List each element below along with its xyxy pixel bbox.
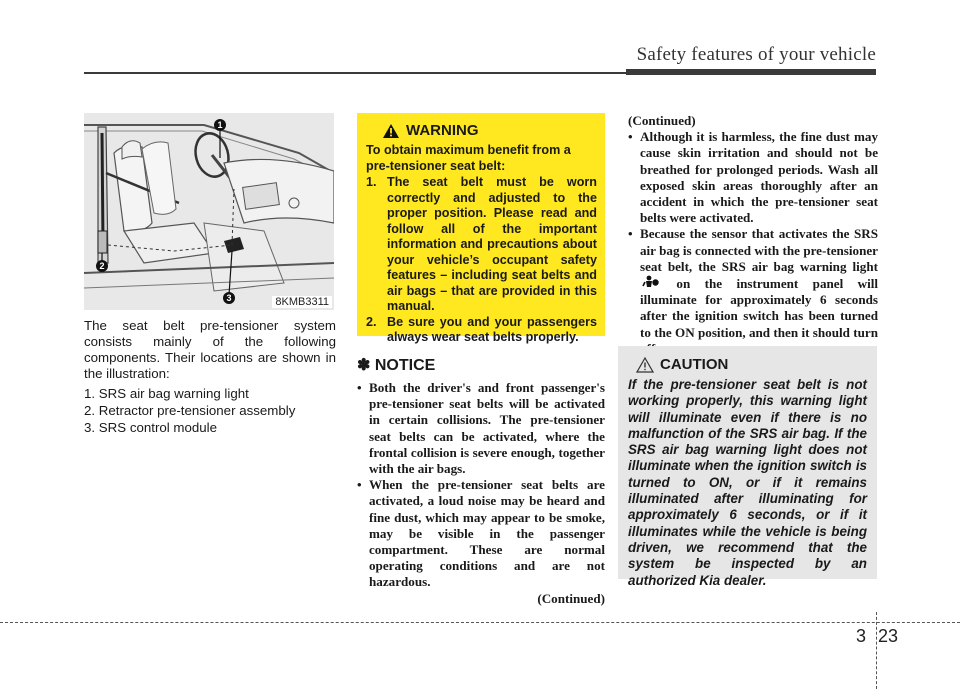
seat-belt-illustration (84, 113, 334, 310)
notice-bullet-text: Both the driver's and front passenger's pre-tensioner seat belts will be activated in certain collisions. The pre-tensioner seat belts can be activated, where the frontal collision is severe enough, together with the air bags. (369, 380, 605, 477)
warning-item-text: Be sure you and your passengers always wear seat belts properly. (387, 314, 597, 344)
col3-bullet2-before: Because the sensor that activates the SRS air bag is connected with the pre-tensioner seat belt, the SRS air bag warning light (640, 226, 878, 274)
notice-bullet-text: When the pre-tensioner seat belts are activated, a loud noise may be heard and fine dust, which may appear to be smoke, may be visible in the passenger compartment. These are normal operating conditions and are not hazardous. (369, 477, 605, 590)
callout-2: 2 (96, 260, 108, 272)
notice-bullet-2 (357, 477, 605, 590)
col3-bullet-1 (628, 129, 878, 226)
caution-box (618, 346, 877, 588)
continued-section (628, 113, 878, 357)
intro-paragraph: The seat belt pre-tensioner system consists mainly of the following components. Their locations are shown in the illustration: (84, 318, 336, 381)
col3-bullet-2 (628, 226, 878, 357)
warning-item-number: 1. (366, 175, 377, 189)
callout-3: 3 (223, 292, 235, 304)
col3-bullet2-after: on the instrument panel will illuminate for approximately 6 seconds after the ignition switch has been turned to the ON position, and then it should turn (640, 276, 878, 340)
col3-bullet-text: Although it is harmless, the fine dust may cause skin irritation and should not be breathed for prolonged periods. Wash all exposed skin areas thoroughly after an accident in which the pre-tensioner seat belts were activated. (640, 129, 878, 226)
warning-heading (366, 123, 597, 139)
warning-box (357, 113, 605, 344)
page-number-value: 23 (878, 626, 899, 646)
footer-rule (0, 622, 960, 623)
warning-item-1 (366, 175, 597, 315)
notice-bullet-1 (357, 380, 605, 477)
caution-heading (628, 356, 867, 373)
bullet-dot: • (357, 380, 362, 395)
notice-heading: ✽ NOTICE (357, 357, 436, 374)
page-header-title: Safety features of your vehicle (636, 44, 876, 65)
figure-code: 8KMB3311 (272, 296, 332, 308)
warning-intro: To obtain maximum benefit from a pre-tensioner seat belt: (366, 143, 571, 173)
caution-text: If the pre-tensioner seat belt is not working properly, this warning light will illuminate even if there is no malfunction of the SRS air bag. If the SRS air bag warning light does not illuminate when the ignition switch is turned to ON, or if it remains illuminated after illuminating for approximately 6 seconds, or if it illuminates while the vehicle is being driven, we recommend that the system be inspected by an authorized Kia dealer. (628, 377, 867, 588)
warning-item-number: 2. (366, 314, 377, 329)
component-item-2: 2. Retractor pre-tensioner assembly (84, 403, 296, 418)
bullet-dot: • (628, 226, 633, 242)
col3-bullet-text (640, 226, 878, 357)
intro-section (84, 318, 336, 437)
airbag-warning-icon (642, 275, 660, 290)
footer-divider (876, 612, 877, 689)
notice-section (357, 380, 605, 607)
warning-triangle-icon (382, 123, 400, 139)
warning-title: WARNING (406, 122, 479, 140)
page-number (856, 626, 898, 647)
callout-1: 1 (214, 119, 226, 131)
chapter-number: 3 (856, 626, 867, 646)
notice-continued: (Continued) (537, 590, 605, 606)
component-item-1: 1. SRS air bag warning light (84, 386, 249, 401)
component-item-3: 3. SRS control module (84, 420, 218, 435)
bullet-dot: • (628, 129, 633, 145)
bullet-dot: • (357, 477, 362, 493)
warning-item-text: The seat belt must be worn correctly and adjusted to the proper position. Please read and follow all of the important information and precautions about your vehicle’s occupant safety features – including seat belts and air bags – that are provided in this manual. (387, 175, 597, 313)
caution-title: CAUTION (660, 356, 729, 373)
warning-item-2 (366, 315, 597, 346)
car-interior-drawing (84, 113, 334, 310)
caution-triangle-icon (636, 357, 654, 373)
continued-label: (Continued) (628, 113, 696, 128)
header-rule-accent (626, 69, 876, 75)
